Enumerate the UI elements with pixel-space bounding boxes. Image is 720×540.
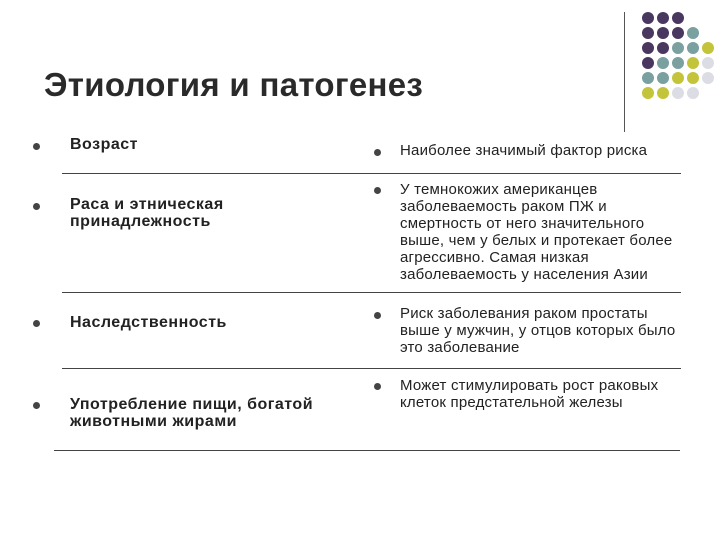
decorative-dot	[672, 57, 684, 69]
page-title: Этиология и патогенез	[44, 66, 424, 103]
decorative-dot	[702, 57, 714, 69]
description-heredity: Риск заболевания раком простаты выше у мужчин, у отцов которых было это заболевание	[400, 305, 676, 356]
factor-heredity: Наследственность	[70, 314, 227, 331]
description-age: Наиболее значимый фактор риска	[400, 142, 648, 159]
bullet-icon	[374, 149, 381, 156]
decorative-dot	[687, 72, 699, 84]
decorative-dot	[657, 72, 669, 84]
decorative-dot	[657, 27, 669, 39]
bullet-icon	[33, 203, 40, 210]
decorative-dot	[687, 27, 699, 39]
row-divider	[62, 173, 681, 174]
decorative-dot	[657, 87, 669, 99]
decorative-dot	[642, 72, 654, 84]
decorative-dot	[672, 12, 684, 24]
row-divider	[54, 450, 680, 451]
decorative-dot	[642, 87, 654, 99]
decorative-dot	[672, 72, 684, 84]
decorative-dot	[672, 42, 684, 54]
factor-age: Возраст	[70, 136, 138, 153]
decorative-dot	[642, 12, 654, 24]
bullet-icon	[33, 143, 40, 150]
decorative-dot	[702, 42, 714, 54]
decorative-dot	[642, 42, 654, 54]
decorative-dot	[642, 57, 654, 69]
decorative-dot-grid	[640, 10, 720, 110]
description-diet: Может стимулировать рост раковых клеток предстательной железы	[400, 377, 659, 411]
decorative-dot	[672, 87, 684, 99]
description-race: У темнокожих американцев заболеваемость раком ПЖ и смертность от него значительного выше, чем у белых и протекает более агрессивно. Самая низкая заболеваемость у населения Азии	[400, 181, 673, 283]
decorative-dot	[687, 57, 699, 69]
factor-race: Раса и этническая принадлежность	[70, 196, 224, 230]
factor-diet: Употребление пищи, богатой животными жирами	[70, 396, 314, 430]
bullet-icon	[374, 187, 381, 194]
decorative-vertical-line	[624, 12, 625, 132]
decorative-dot	[657, 57, 669, 69]
row-divider	[62, 292, 681, 293]
decorative-dot	[687, 42, 699, 54]
decorative-dot	[657, 12, 669, 24]
bullet-icon	[33, 320, 40, 327]
bullet-icon	[33, 402, 40, 409]
decorative-dot	[702, 72, 714, 84]
decorative-dot	[687, 87, 699, 99]
row-divider	[62, 368, 681, 369]
decorative-dot	[657, 42, 669, 54]
decorative-dot	[672, 27, 684, 39]
decorative-dot	[642, 27, 654, 39]
bullet-icon	[374, 383, 381, 390]
bullet-icon	[374, 312, 381, 319]
